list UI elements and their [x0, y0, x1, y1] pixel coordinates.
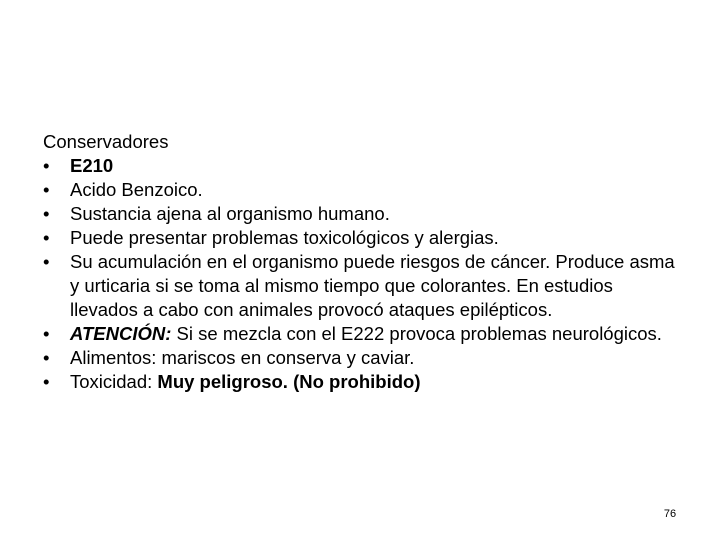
list-item [43, 250, 683, 322]
list-item [43, 202, 683, 226]
list-item [43, 322, 683, 346]
bullet-icon: • [43, 347, 50, 368]
slide-body [43, 130, 683, 394]
list-item-text: Su acumulación en el organismo puede riesgos de cáncer. Produce asma y urticaria si se toma al mismo tiempo que colorantes. En estudios llevados a cabo con animales provocó ataques epilépticos. [70, 251, 675, 320]
bullet-icon: • [43, 203, 50, 224]
list-item-text: Alimentos: mariscos en conserva y caviar. [70, 347, 415, 368]
list-item [43, 178, 683, 202]
list-item [43, 226, 683, 250]
bullet-icon: • [43, 323, 50, 344]
list-item [43, 346, 683, 370]
list-item-text: Acido Benzoico. [70, 179, 203, 200]
bullet-list [43, 154, 683, 394]
additive-code: E210 [70, 155, 114, 176]
list-item-text: Sustancia ajena al organismo humano. [70, 203, 390, 224]
warning-label: ATENCIÓN: [70, 323, 172, 344]
section-heading: Conservadores [43, 131, 169, 152]
list-item [43, 154, 683, 178]
list-item-text: Si se mezcla con el E222 provoca problemas neurológicos. [171, 323, 662, 344]
bullet-icon: • [43, 251, 50, 272]
list-item-text: Puede presentar problemas toxicológicos y alergias. [70, 227, 499, 248]
page-number: 76 [663, 508, 677, 520]
bullet-icon: • [43, 179, 50, 200]
bullet-icon: • [43, 227, 50, 248]
toxicity-rating: Muy peligroso. (No prohibido) [157, 371, 421, 392]
list-item-text: Toxicidad: [70, 371, 158, 392]
list-item [43, 370, 683, 394]
bullet-icon: • [43, 155, 50, 176]
bullet-icon: • [43, 371, 50, 392]
